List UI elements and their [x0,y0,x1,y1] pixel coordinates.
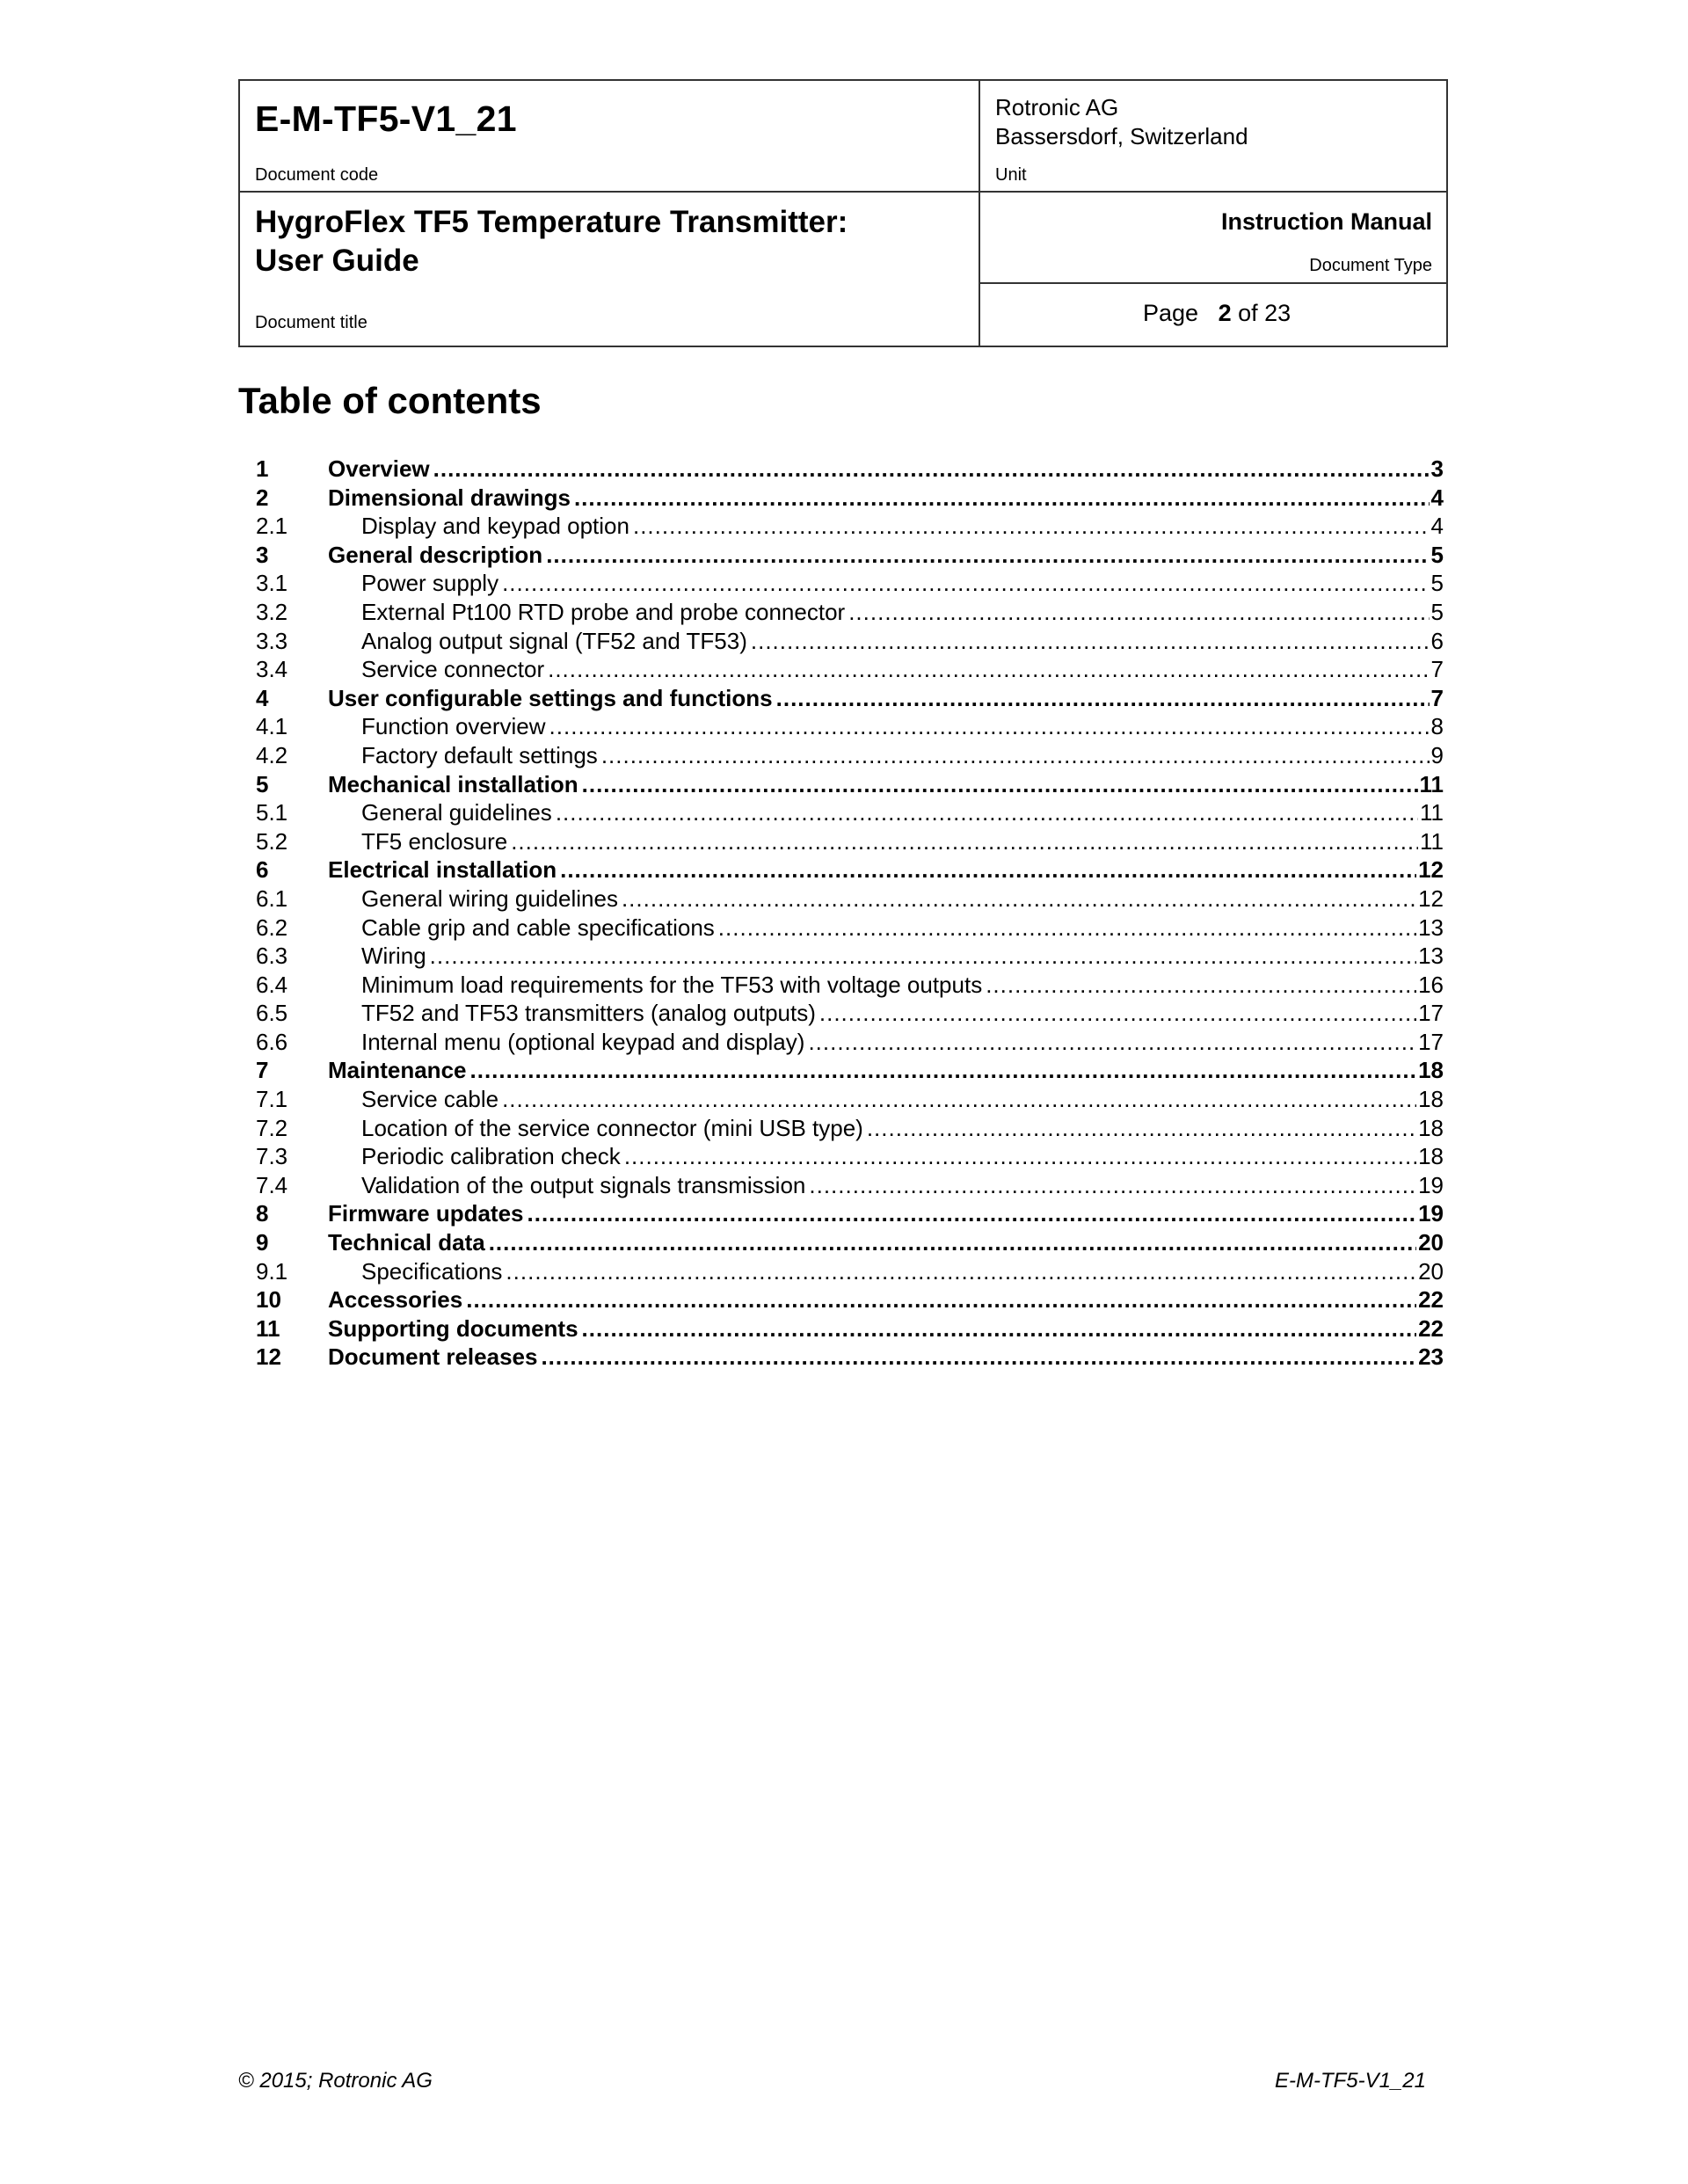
toc-entry-line [328,684,1444,712]
toc-entry-page: 17 [1418,1000,1444,1027]
toc-entry-number: 10 [256,1286,281,1314]
toc-entry[interactable] [256,1199,1444,1228]
toc-entry-label: Minimum load requirements for the TF53 with voltage outputs [361,971,983,998]
toc-entry-page: 20 [1418,1257,1444,1285]
toc-entry-page: 7 [1430,684,1444,711]
toc-entry[interactable] [256,770,1444,799]
toc-entry[interactable] [256,1257,1444,1286]
toc-entry-line [328,1228,1444,1256]
toc-entry-line [361,655,1444,683]
toc-dot-leader [466,1285,1416,1314]
toc-entry-page: 3 [1430,455,1444,482]
toc-entry-label: External Pt100 RTD probe and probe connector [361,598,846,625]
toc-dot-leader [430,942,1416,970]
toc-dot-leader [489,1228,1416,1256]
toc-entry-label: Display and keypad option [361,513,629,540]
page-cell [980,284,1446,346]
toc-entry-line [328,855,1444,884]
toc-entry-line [361,598,1444,626]
table-of-contents [256,455,1444,1372]
toc-entry-line [328,1343,1444,1371]
toc-entry[interactable] [256,827,1444,856]
toc-dot-leader [819,999,1416,1027]
toc-entry-line [361,1142,1444,1170]
toc-dot-leader [986,971,1416,999]
toc-entry[interactable] [256,942,1444,971]
toc-entry-label: TF5 enclosure [361,827,508,855]
toc-entry-number: 4.1 [256,713,288,740]
toc-dot-leader [470,1056,1417,1084]
toc-dot-leader [506,1257,1416,1285]
toc-entry-line [328,484,1444,512]
toc-dot-leader [502,1085,1416,1113]
toc-dot-leader [848,598,1429,626]
toc-entry[interactable] [256,569,1444,598]
toc-entry-page: 9 [1430,741,1444,768]
toc-entry[interactable] [256,1114,1444,1143]
toc-entry-label: Document releases [328,1343,538,1371]
toc-entry-label: Periodic calibration check [361,1143,621,1170]
toc-entry-number: 7 [256,1057,269,1084]
toc-entry-label: Validation of the output signals transmission [361,1171,806,1198]
toc-entry-page: 4 [1430,513,1444,540]
toc-entry[interactable] [256,512,1444,541]
toc-entry-page: 19 [1418,1171,1444,1198]
toc-entry-label: Maintenance [328,1057,467,1084]
toc-entry-label: Overview [328,455,430,482]
toc-entry[interactable] [256,1056,1444,1085]
toc-entry-page: 11 [1420,827,1444,855]
toc-entry-label: Factory default settings [361,741,598,768]
toc-dot-leader [808,1028,1416,1056]
toc-entry-page: 16 [1418,971,1444,998]
document-type-cell [980,193,1446,284]
toc-entry-number: 3.2 [256,598,288,625]
toc-entry-page: 18 [1418,1086,1444,1113]
toc-entry-page: 6 [1430,627,1444,654]
toc-entry-line [328,1285,1444,1314]
unit-cell [980,81,1446,193]
toc-dot-leader [582,770,1418,798]
page-label: Page [1143,300,1199,326]
toc-entry-number: 2.1 [256,513,288,540]
toc-entry-page: 5 [1430,541,1444,568]
toc-entry-line [361,1257,1444,1285]
footer-copyright: © 2015; Rotronic AG [238,2069,433,2093]
toc-entry[interactable] [256,914,1444,943]
document-header [238,79,1448,347]
toc-heading: Table of contents [238,380,542,421]
toc-entry-number: 5.2 [256,827,288,855]
document-type-caption: Document Type [1309,256,1432,275]
toc-entry-line [361,827,1444,855]
toc-entry-page: 19 [1418,1200,1444,1227]
toc-entry-number: 9.1 [256,1257,288,1285]
toc-entry[interactable] [256,541,1444,570]
company-location: Bassersdorf, Switzerland [995,123,1248,149]
toc-entry-line [361,712,1444,740]
toc-entry-line [328,455,1444,483]
toc-entry-label: Internal menu (optional keypad and display) [361,1028,805,1055]
toc-entry[interactable] [256,1314,1444,1343]
document-title-line-1: HygroFlex TF5 Temperature Transmitter: [255,205,848,239]
toc-entry-label: Technical data [328,1229,485,1256]
toc-dot-leader [751,627,1430,655]
toc-entry[interactable] [256,855,1444,885]
toc-entry-line [361,1085,1444,1113]
toc-dot-leader [502,569,1429,597]
unit-caption: Unit [995,165,1027,185]
toc-entry-label: General wiring guidelines [361,885,618,912]
toc-entry[interactable] [256,484,1444,513]
toc-entry-page: 12 [1418,885,1444,912]
toc-entry-page: 5 [1430,570,1444,597]
toc-entry-number: 7.3 [256,1143,288,1170]
toc-entry-number: 3.4 [256,656,288,683]
toc-entry-number: 6.2 [256,914,288,941]
toc-dot-leader [867,1114,1416,1142]
toc-entry-label: Mechanical installation [328,770,578,797]
toc-entry[interactable] [256,885,1444,914]
toc-entry-number: 1 [256,455,269,482]
toc-entry-label: General description [328,541,543,568]
toc-dot-leader [776,684,1430,712]
document-title [255,203,958,280]
toc-entry-number: 4.2 [256,741,288,768]
toc-entry-number: 6.4 [256,971,288,998]
toc-entry[interactable] [256,627,1444,656]
toc-entry-line [328,1314,1444,1343]
toc-entry-label: Electrical installation [328,856,557,884]
toc-entry-page: 8 [1430,713,1444,740]
toc-entry-label: Supporting documents [328,1314,578,1342]
document-title-line-2: User Guide [255,244,419,278]
toc-entry-line [361,999,1444,1027]
toc-entry-line [328,770,1444,798]
document-title-caption: Document title [255,313,367,332]
toc-entry-line [361,971,1444,999]
document-type: Instruction Manual [1220,208,1432,235]
toc-entry-number: 12 [256,1343,281,1371]
toc-entry-label: Cable grip and cable specifications [361,914,715,941]
toc-entry[interactable] [256,1142,1444,1171]
toc-entry-page: 23 [1418,1343,1444,1371]
toc-entry-label: User configurable settings and functions [328,684,773,711]
toc-dot-leader [633,512,1430,540]
toc-entry-label: Accessories [328,1286,463,1314]
toc-entry-line [361,942,1444,970]
toc-entry-page: 11 [1419,770,1444,797]
toc-entry-line [361,885,1444,913]
toc-entry-page: 22 [1418,1314,1444,1342]
document-code: E-M-TF5-V1_21 [255,98,517,139]
toc-entry-number: 6.1 [256,885,288,912]
toc-entry-page: 7 [1430,656,1444,683]
toc-entry-number: 6.6 [256,1028,288,1055]
toc-entry[interactable] [256,1228,1444,1257]
toc-entry-label: Specifications [361,1257,503,1285]
toc-entry[interactable] [256,798,1444,827]
toc-entry-line [361,1171,1444,1199]
page-indicator [1143,300,1291,327]
toc-entry-page: 20 [1418,1229,1444,1256]
toc-dot-leader [433,455,1430,483]
toc-entry[interactable] [256,712,1444,741]
toc-entry[interactable] [256,999,1444,1028]
toc-dot-leader [601,741,1430,769]
toc-entry-line [361,569,1444,597]
company-info [995,93,1248,151]
toc-dot-leader [809,1171,1416,1199]
toc-entry-number: 7.2 [256,1114,288,1141]
toc-entry-number: 9 [256,1229,269,1256]
toc-entry-line [361,798,1444,826]
toc-entry[interactable] [256,455,1444,484]
toc-entry-line [328,1199,1444,1227]
toc-entry-page: 13 [1418,914,1444,941]
toc-entry-page: 13 [1418,943,1444,970]
toc-entry-number: 5.1 [256,799,288,826]
page-number: 2 [1218,300,1232,326]
toc-entry-label: Wiring [361,943,426,970]
toc-dot-leader [574,484,1430,512]
toc-entry-number: 7.1 [256,1086,288,1113]
toc-dot-leader [541,1343,1416,1371]
toc-entry-line [361,627,1444,655]
toc-entry[interactable] [256,741,1444,770]
toc-entry-label: TF52 and TF53 transmitters (analog outputs) [361,1000,816,1027]
toc-entry-line [361,1028,1444,1056]
toc-dot-leader [582,1314,1417,1343]
page-total: of 23 [1238,300,1291,326]
toc-entry-number: 3.1 [256,570,288,597]
toc-entry-label: Location of the service connector (mini USB type) [361,1114,863,1141]
toc-entry-number: 11 [256,1314,280,1342]
document-code-cell [240,81,980,193]
toc-entry[interactable] [256,1171,1444,1200]
toc-entry-number: 3.3 [256,627,288,654]
document-code-caption: Document code [255,165,379,185]
toc-entry-label: Firmware updates [328,1200,524,1227]
toc-dot-leader [528,1199,1417,1227]
toc-entry-number: 6.5 [256,1000,288,1027]
toc-entry-number: 4 [256,684,269,711]
toc-entry-page: 18 [1418,1114,1444,1141]
toc-entry-page: 22 [1418,1286,1444,1314]
toc-entry-number: 8 [256,1200,269,1227]
toc-dot-leader [511,827,1418,855]
toc-entry-number: 6 [256,856,269,884]
toc-entry-page: 11 [1420,799,1444,826]
toc-entry-number: 5 [256,770,269,797]
toc-entry-number: 6.3 [256,943,288,970]
toc-dot-leader [556,798,1418,826]
toc-entry-label: Analog output signal (TF52 and TF53) [361,627,747,654]
toc-entry-page: 12 [1418,856,1444,884]
toc-entry[interactable] [256,1028,1444,1057]
toc-entry-line [328,1056,1444,1084]
toc-entry-label: Power supply [361,570,499,597]
toc-dot-leader [718,914,1416,942]
toc-dot-leader [548,655,1429,683]
company-name: Rotronic AG [995,94,1119,120]
toc-entry-number: 3 [256,541,269,568]
footer-document-code: E-M-TF5-V1_21 [1274,2069,1426,2093]
toc-dot-leader [624,1142,1416,1170]
toc-entry[interactable] [256,1085,1444,1114]
toc-entry-line [328,541,1444,569]
toc-entry-number: 7.4 [256,1171,288,1198]
toc-dot-leader [560,855,1416,884]
toc-entry[interactable] [256,655,1444,684]
toc-entry-line [361,512,1444,540]
toc-entry-line [361,914,1444,942]
toc-dot-leader [546,541,1429,569]
toc-entry-page: 18 [1418,1057,1444,1084]
toc-entry-label: General guidelines [361,799,552,826]
toc-entry-label: Service cable [361,1086,499,1113]
toc-entry-page: 5 [1430,598,1444,625]
toc-entry[interactable] [256,684,1444,713]
toc-entry-page: 18 [1418,1143,1444,1170]
toc-entry-page: 4 [1430,484,1444,511]
toc-entry-page: 17 [1418,1028,1444,1055]
toc-entry[interactable] [256,1285,1444,1314]
toc-entry-line [361,1114,1444,1142]
toc-entry-label: Service connector [361,656,545,683]
toc-dot-leader [622,885,1416,913]
toc-dot-leader [549,712,1430,740]
toc-entry[interactable] [256,598,1444,627]
document-title-cell [240,193,980,346]
toc-entry[interactable] [256,971,1444,1000]
toc-entry[interactable] [256,1343,1444,1372]
toc-entry-label: Function overview [361,713,546,740]
toc-entry-line [361,741,1444,769]
toc-entry-label: Dimensional drawings [328,484,571,511]
toc-entry-number: 2 [256,484,269,511]
